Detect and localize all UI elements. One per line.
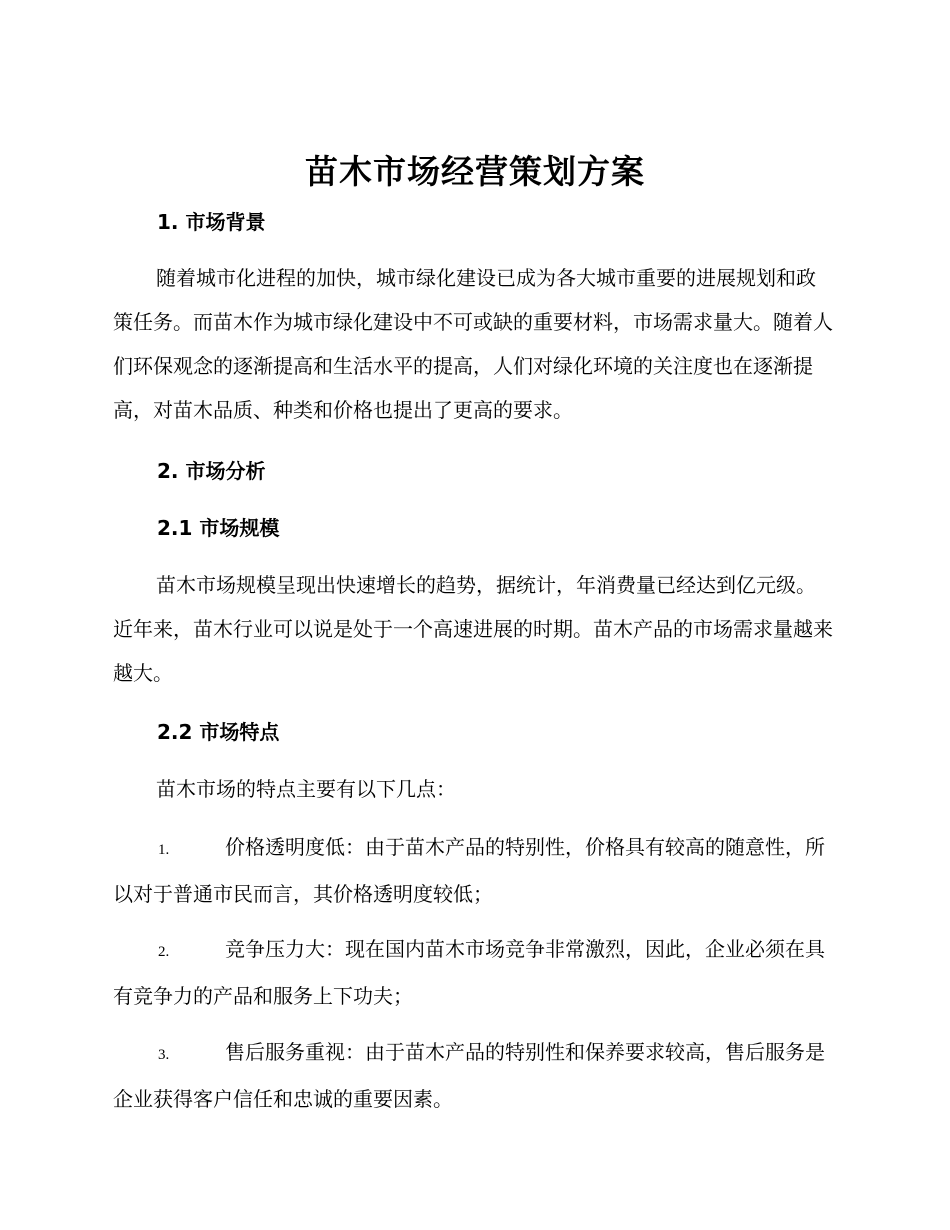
list-item-number: 3. — [158, 1047, 170, 1063]
subsection-heading-market-features: 2.2 市场特点 — [157, 720, 280, 744]
document-title: 苗木市场经营策划方案 — [305, 152, 645, 191]
list-item-text: 竞争压力大：现在国内苗木市场竞争非常激烈，因此，企业必须在具有竞争力的产品和服务上下功夫； — [113, 937, 825, 1008]
list-item-text: 售后服务重视：由于苗木产品的特别性和保养要求较高，售后服务是企业获得客户信任和忠诚的重要因素。 — [113, 1040, 825, 1111]
paragraph-market-features-intro: 苗木市场的特点主要有以下几点： — [156, 777, 456, 801]
list-item — [113, 825, 833, 916]
paragraph-market-background: 随着城市化进程的加快，城市绿化建设已成为各大城市重要的进展规划和政策任务。而苗木作为城市绿化建设中不可或缺的重要材料，市场需求量大。随着人们环保观念的逐渐提高和生活水平的提高，人们对绿化环境的关注度也在逐渐提高，对苗木品质、种类和价格也提出了更高的要求。 — [113, 266, 833, 422]
list-item-number: 2. — [158, 944, 170, 960]
list-item — [113, 1030, 833, 1121]
list-item-number: 1. — [158, 842, 170, 858]
paragraph-market-size: 苗木市场规模呈现出快速增长的趋势，据统计，年消费量已经达到亿元级。近年来，苗木行业可以说是处于一个高速进展的时期。苗木产品的市场需求量越来越大。 — [113, 573, 833, 685]
section-heading-market-background: 1. 市场背景 — [157, 210, 266, 234]
subsection-heading-market-size: 2.1 市场规模 — [157, 516, 280, 540]
section-heading-market-analysis: 2. 市场分析 — [157, 459, 266, 483]
list-item — [113, 927, 833, 1018]
list-item-text: 价格透明度低：由于苗木产品的特别性，价格具有较高的随意性，所以对于普通市民而言，其价格透明度较低； — [113, 835, 825, 906]
